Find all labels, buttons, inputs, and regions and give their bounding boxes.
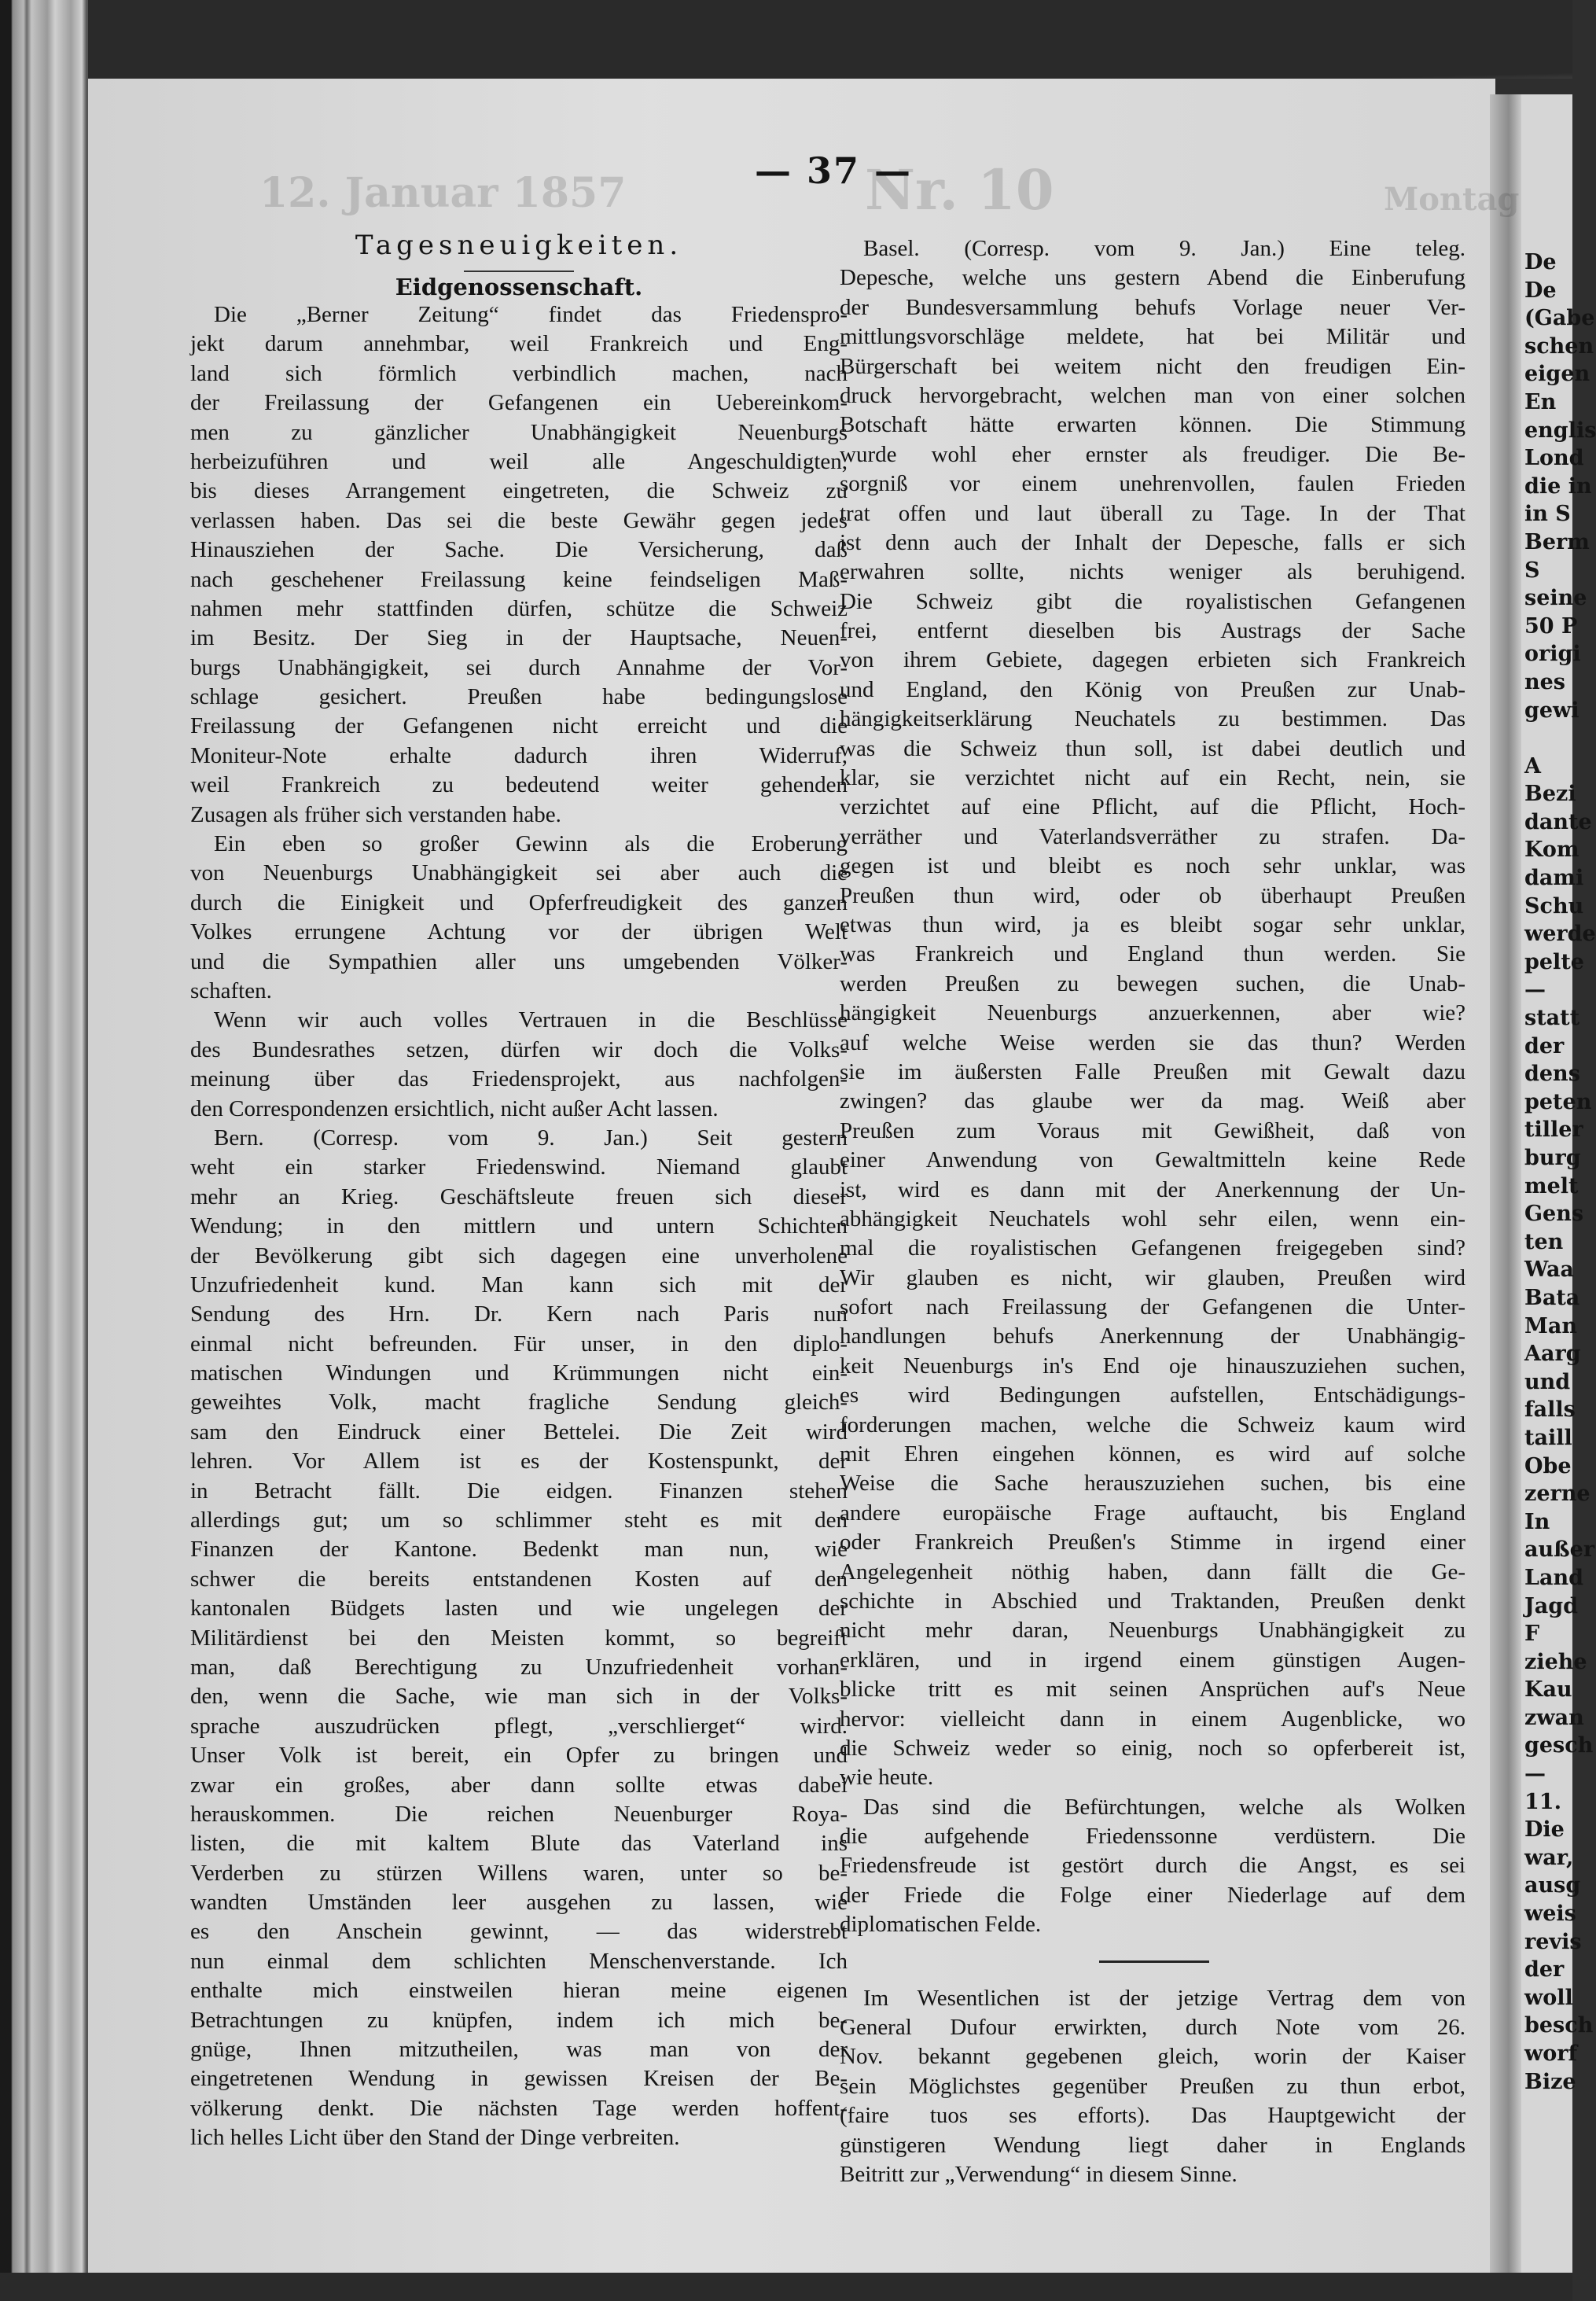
- text-line: Ein eben so großer Gewinn als die Eroberung: [214, 831, 848, 857]
- next-page-fragment: De: [1524, 278, 1557, 303]
- next-page-fragment: zerne: [1524, 1482, 1590, 1507]
- text-line: lich helles Licht über den Stand der Dinge verbreiten.: [190, 2125, 680, 2151]
- article-paragraph: [190, 300, 848, 830]
- text-line: Unzufriedenheit kund. Man kann sich mit der: [190, 1272, 848, 1298]
- next-page-edge: [1521, 94, 1596, 2273]
- text-line: trat offen und laut überall zu Tage. In der That: [840, 500, 1465, 526]
- text-line: sein Möglichstes gegenüber Preußen zu thun erbot,: [840, 2073, 1465, 2099]
- text-line: Wendung; in den mittlern und untern Schichten: [190, 1213, 848, 1239]
- text-line: verzichtet auf eine Pflicht, auf die Pflicht, Hoch-: [840, 794, 1465, 820]
- next-page-fragment: F: [1524, 1622, 1540, 1647]
- next-page-fragment: Obe: [1524, 1453, 1572, 1478]
- text-line: hängigkeitserklärung Neuchatels zu bestimmen. Das: [840, 706, 1465, 732]
- text-line: und die Sympathien aller uns umgebenden Völker-: [190, 948, 848, 974]
- next-page-fragment: Man: [1524, 1313, 1578, 1338]
- heading-rule: [464, 271, 574, 272]
- text-line: ist, wird es dann mit der Anerkennung der Un-: [840, 1176, 1465, 1202]
- page-number: — 37 —: [755, 149, 913, 192]
- show-through-day: Montag: [1384, 181, 1520, 218]
- next-page-fragment: Kau: [1524, 1677, 1572, 1703]
- text-line: Wenn wir auch volles Vertrauen in die Beschlüsse: [214, 1007, 848, 1033]
- text-line: Friedensfreude ist gestört durch die Angst, es sei: [840, 1853, 1465, 1879]
- text-line: es wird Bedingungen aufstellen, Entschädigungs-: [840, 1382, 1465, 1408]
- next-page-fragment: besch: [1524, 2013, 1594, 2038]
- text-line: in Betracht fällt. Die eidgen. Finanzen stehen: [190, 1478, 848, 1504]
- next-page-fragment: Berm: [1524, 529, 1590, 554]
- next-page-fragment: —: [1524, 1762, 1546, 1787]
- next-page-fragment: revis: [1524, 1929, 1582, 1954]
- next-page-fragment: worf: [1524, 2041, 1578, 2066]
- next-page-fragment: Die: [1524, 1817, 1565, 1843]
- next-page-fragment: und: [1524, 1369, 1571, 1394]
- text-line: hängigkeit Neuenburgs anzuerkennen, aber wie?: [840, 1000, 1465, 1026]
- next-page-fragment: Gens: [1524, 1202, 1584, 1227]
- text-line: Militärdienst bei den Meisten kommt, so begreift: [190, 1625, 848, 1651]
- text-line: gegen ist und bleibt es noch sehr unklar, was: [840, 853, 1465, 879]
- text-line: verräther und Vaterlandsverräther zu strafen. Da-: [840, 823, 1465, 849]
- text-line: etwas thun wird, ja es bleibt sogar sehr unklar,: [840, 911, 1465, 937]
- text-line: wurde wohl eher ernster als freudiger. Die Be-: [840, 441, 1465, 467]
- next-page-fragment: gesch: [1524, 1733, 1594, 1758]
- next-page-fragment: Waa: [1524, 1257, 1574, 1283]
- next-page-fragment: falls: [1524, 1397, 1576, 1423]
- text-line: Bern. (Corresp. vom 9. Jan.) Seit gestern: [214, 1125, 848, 1150]
- text-line: Beitritt zur „Verwendung“ in diesem Sinne.: [840, 2162, 1237, 2187]
- right-column: [840, 234, 1465, 2189]
- text-line: ist denn auch der Inhalt der Depesche, falls er sich: [840, 529, 1465, 555]
- next-page-fragment: seine: [1524, 586, 1587, 611]
- text-line: Depesche, welche uns gestern Abend die Einberufung: [840, 265, 1465, 291]
- text-line: der Bundesversammlung behufs Vorlage neuer Ver-: [840, 294, 1465, 320]
- text-line: weht ein starker Friedenswind. Niemand glaubt: [190, 1154, 848, 1180]
- text-line: sie im äußersten Falle Preußen mit Gewalt dazu: [840, 1058, 1465, 1084]
- text-line: klar, sie verzichtet nicht auf ein Recht, nein, sie: [840, 765, 1465, 791]
- text-line: bis dieses Arrangement eingetreten, die Schweiz zu: [190, 478, 848, 504]
- next-page-fragment: englis: [1524, 418, 1596, 443]
- article-paragraph: [840, 1793, 1465, 1940]
- next-page-fragment: Bize: [1524, 2069, 1576, 2094]
- text-line: listen, die mit kaltem Blute das Vaterland ins: [190, 1831, 848, 1857]
- text-line: sam den Eindruck einer Bettelei. Die Zeit wird: [190, 1419, 848, 1445]
- left-column: [190, 300, 848, 2153]
- text-line: den, wenn die Sache, wie man sich in der Volks-: [190, 1684, 848, 1710]
- text-line: meinung über das Friedensprojekt, aus nachfolgen-: [190, 1066, 848, 1092]
- article-paragraph: [840, 1984, 1465, 2190]
- text-line: Volkes errungene Achtung vor der übrigen Welt: [190, 919, 848, 945]
- text-line: Weise die Sache herauszuziehen suchen, bis eine: [840, 1471, 1465, 1497]
- text-line: des Bundesrathes setzen, dürfen wir doch die Volks-: [190, 1036, 848, 1062]
- next-page-fragment: burg: [1524, 1146, 1581, 1170]
- text-line: wie heute.: [840, 1765, 934, 1791]
- next-page-fragment: De: [1524, 250, 1557, 274]
- text-line: und England, den König von Preußen zur Unab-: [840, 676, 1465, 702]
- text-line: Botschaft hätte erwarten können. Die Stimmung: [840, 412, 1465, 438]
- text-line: Die Schweiz gibt die royalistischen Gefangenen: [840, 588, 1465, 614]
- text-line: der Bevölkerung gibt sich dagegen eine unverholene: [190, 1243, 848, 1268]
- next-page-fragment: S: [1524, 558, 1540, 583]
- text-line: jekt darum annehmbar, weil Frankreich und Eng-: [190, 331, 848, 357]
- text-line: Unser Volk ist bereit, ein Opfer zu bringen und: [190, 1743, 848, 1769]
- text-line: allerdings gut; um so schlimmer steht es mit den: [190, 1508, 848, 1533]
- text-line: im Besitz. Der Sieg in der Hauptsache, Neuen-: [190, 625, 848, 651]
- text-line: diplomatischen Felde.: [840, 1912, 1042, 1938]
- next-page-fragment: der: [1524, 1033, 1565, 1058]
- text-line: erwahren sollte, nichts weniger als beruhigend.: [840, 559, 1465, 585]
- text-line: mehr an Krieg. Geschäftsleute freuen sich dieser: [190, 1184, 848, 1209]
- next-page-fragment: statt: [1524, 1006, 1580, 1031]
- next-page-fragment: gewi: [1524, 698, 1579, 723]
- text-line: die Schweiz weder so einig, noch so opferbereit ist,: [840, 1735, 1465, 1761]
- text-line: Preußen thun wird, oder ob überhaupt Preußen: [840, 882, 1465, 908]
- next-page-fragment: [1524, 724, 1596, 753]
- text-line: erklären, und in irgend einem günstigen Augen-: [840, 1647, 1465, 1673]
- next-page-fragment: ausg: [1524, 1873, 1581, 1898]
- section-heading: Tagesneuigkeiten.: [355, 230, 683, 261]
- text-line: sorgniß vor einem unehrenvollen, faulen Frieden: [840, 471, 1465, 497]
- next-page-fragment: Schu: [1524, 893, 1584, 919]
- text-line: zwingen? das glaube wer da mag. Weiß aber: [840, 1088, 1465, 1114]
- scan-bottom-border: [0, 2273, 1572, 2301]
- text-line: herbeizuführen und weil alle Angeschuldigten,: [190, 448, 848, 474]
- text-line: mittlungsvorschläge meldete, hat bei Militär und: [840, 324, 1465, 350]
- text-line: land sich förmlich verbindlich machen, nach: [190, 360, 848, 386]
- text-line: Im Wesentlichen ist der jetzige Vertrag dem von: [863, 1985, 1465, 2011]
- text-line: eingetretenen Wendung in gewissen Kreisen der Be-: [190, 2066, 848, 2092]
- text-line: schlage gesichert. Preußen habe bedingungslose: [190, 684, 848, 710]
- text-line: schwer die bereits entstandenen Kosten auf den: [190, 1566, 848, 1592]
- next-page-fragment: war,: [1524, 1845, 1574, 1870]
- text-line: herauskommen. Die reichen Neuenburger Roya-: [190, 1801, 848, 1827]
- text-line: die aufgehende Friedenssonne verdüstern. Die: [840, 1824, 1465, 1850]
- show-through-issue: Nr. 10: [865, 157, 1054, 223]
- text-line: schaften.: [190, 977, 272, 1003]
- text-line: geweihtes Volk, macht fragliche Sendung gleich-: [190, 1390, 848, 1416]
- text-line: schichte in Abschied und Traktanden, Preußen denkt: [840, 1588, 1465, 1614]
- text-line: Betrachtungen zu knüpfen, indem ich mich be-: [190, 2007, 848, 2033]
- article-paragraph: [190, 830, 848, 1006]
- text-line: nicht mehr daran, Neuenburgs Unabhängigkeit zu: [840, 1618, 1465, 1644]
- text-line: burgs Unabhängigkeit, sei durch Annahme der Vor-: [190, 654, 848, 680]
- text-line: men zu gänzlicher Unabhängigkeit Neuenburgs: [190, 419, 848, 445]
- section-subheading: Eidgenossenschaft.: [395, 274, 643, 300]
- next-page-fragment: der: [1524, 1957, 1565, 1983]
- text-line: andere europäische Frage auftaucht, bis England: [840, 1500, 1465, 1526]
- next-page-fragment: Bezi: [1524, 782, 1576, 807]
- text-line: matischen Windungen und Krümmungen nicht ein-: [190, 1360, 848, 1386]
- next-page-fragment: woll: [1524, 1985, 1573, 2010]
- text-line: wandten Umständen leer ausgehen zu lassen, wie: [190, 1890, 848, 1916]
- text-line: man, daß Berechtigung zu Unzufriedenheit vorhan-: [190, 1654, 848, 1680]
- text-line: Hinausziehen der Sache. Die Versicherung, daß: [190, 537, 848, 563]
- text-line: nun einmal dem schlichten Menschenverstande. Ich: [190, 1948, 848, 1974]
- text-line: Sendung des Hrn. Dr. Kern nach Paris nun: [190, 1301, 848, 1327]
- text-line: forderungen machen, welche die Schweiz kaum wird: [840, 1412, 1465, 1438]
- text-line: von ihrem Gebiete, dagegen erbieten sich Frankreich: [840, 647, 1465, 673]
- text-line: verlassen haben. Das sei die beste Gewähr gegen jedes: [190, 507, 848, 533]
- next-page-fragment: Jagd: [1524, 1593, 1579, 1618]
- next-page-fragment: taill: [1524, 1425, 1572, 1450]
- article-paragraph: [190, 1006, 848, 1124]
- text-line: sofort nach Freilassung der Gefangenen die Unter-: [840, 1294, 1465, 1320]
- text-line: Basel. (Corresp. vom 9. Jan.) Eine teleg.: [863, 236, 1465, 261]
- text-line: was Frankreich und England thun werden. Sie: [840, 941, 1465, 967]
- text-line: Bürgerschaft bei weitem nicht den freudigen Ein-: [840, 353, 1465, 379]
- page-gutter: [1490, 94, 1521, 2273]
- text-line: lehren. Vor Allem ist es der Kostenspunkt, der: [190, 1449, 848, 1474]
- next-page-fragment: 11.: [1524, 1789, 1561, 1814]
- next-page-fragment: Bata: [1524, 1285, 1580, 1310]
- next-page-fragment: nes: [1524, 669, 1566, 694]
- text-line: weil Frankreich zu bedeutend weiter gehenden: [190, 772, 848, 798]
- show-through-date: 12. Januar 1857: [259, 169, 627, 217]
- text-line: auf welche Weise werden sie das thun? Werden: [840, 1029, 1465, 1055]
- next-page-fragment: melt: [1524, 1173, 1579, 1198]
- next-page-fragment: tiller: [1524, 1117, 1583, 1143]
- next-page-fragment: Kom: [1524, 838, 1579, 863]
- next-page-fragment: —: [1524, 977, 1546, 1003]
- text-line: Freilassung der Gefangenen nicht erreicht und die: [190, 713, 848, 739]
- text-line: Angelegenheit nöthig haben, dann fällt die Ge-: [840, 1559, 1465, 1585]
- next-page-fragment: dante: [1524, 809, 1592, 834]
- next-page-fragment: ziehe: [1524, 1649, 1587, 1674]
- next-page-fragment: 50 P: [1524, 613, 1578, 639]
- text-line: gnüge, Ihnen mitzutheilen, was man von der: [190, 2037, 848, 2063]
- text-line: Finanzen der Kantone. Bedenkt man nun, wie: [190, 1537, 848, 1563]
- next-page-fragment: außer: [1524, 1537, 1595, 1563]
- next-page-fragment: weis: [1524, 1902, 1576, 1927]
- text-line: oder Frankreich Preußen's Stimme in irgend einer: [840, 1530, 1465, 1555]
- text-line: General Dufour erwirkten, durch Note vom 26.: [840, 2015, 1465, 2041]
- text-line: völkerung denkt. Die nächsten Tage werden hoffent-: [190, 2095, 848, 2121]
- next-page-fragment: peten: [1524, 1089, 1592, 1114]
- next-page-fragment: A: [1524, 753, 1541, 779]
- text-line: druck hervorgebracht, welchen man von einer solchen: [840, 382, 1465, 408]
- text-line: von Neuenburgs Unabhängigkeit sei aber auch die: [190, 860, 848, 886]
- text-line: blicke tritt es mit seinen Ansprüchen auf's Neue: [840, 1677, 1465, 1703]
- text-line: frei, entfernt dieselben bis Austrags der Sache: [840, 618, 1465, 644]
- text-line: (faire tuos ses efforts). Das Hauptgewicht der: [840, 2103, 1465, 2129]
- next-page-fragment: eigen: [1524, 362, 1590, 387]
- next-page-fragment: Lond: [1524, 446, 1584, 471]
- text-line: keit Neuenburgs in's End oje hinauszuziehen suchen,: [840, 1353, 1465, 1379]
- text-line: hervor: vielleicht dann in einem Augenblicke, wo: [840, 1706, 1465, 1732]
- next-page-fragment: zwan: [1524, 1705, 1584, 1730]
- text-line: einer Anwendung von Gewaltmitteln keine Rede: [840, 1147, 1465, 1173]
- next-page-fragment: in S: [1524, 502, 1571, 527]
- text-line: nahmen mehr stattfinden dürfen, schütze die Schweiz: [190, 595, 848, 621]
- text-line: einmal nicht befreunden. Für unser, in den diplo-: [190, 1331, 848, 1357]
- text-line: werden Preußen zu bewegen suchen, die Unab-: [840, 970, 1465, 996]
- article-paragraph: [190, 1124, 848, 2153]
- text-line: Nov. bekannt gegebenen gleich, worin der Kaiser: [840, 2044, 1465, 2070]
- next-page-fragment: (Gabe: [1524, 306, 1595, 331]
- next-page-fragment: Aarg: [1524, 1342, 1581, 1367]
- next-page-fragment: schen: [1524, 333, 1594, 359]
- text-line: Verderben zu stürzen Willens waren, unter so be-: [190, 1860, 848, 1886]
- text-line: Zusagen als früher sich verstanden habe.: [190, 801, 561, 827]
- next-page-fragment: ten: [1524, 1229, 1564, 1254]
- text-line: Preußen zum Voraus mit Gewißheit, daß von: [840, 1117, 1465, 1143]
- text-line: der Freilassung der Gefangenen ein Uebereinkom-: [190, 390, 848, 416]
- scan-top-border: [0, 0, 1572, 79]
- text-line: nach geschehener Freilassung keine feindseligen Maß-: [190, 566, 848, 592]
- text-line: den Correspondenzen ersichtlich, nicht außer Acht lassen.: [190, 1095, 719, 1121]
- article-paragraph: [840, 234, 1465, 1793]
- next-page-fragment: pelte: [1524, 949, 1584, 974]
- next-page-fragment: dens: [1524, 1062, 1580, 1087]
- next-page-fragment: In: [1524, 1509, 1550, 1534]
- text-line: sprache auszudrücken pflegt, „verschlierget“ wird.: [190, 1713, 848, 1739]
- text-line: abhängigkeit Neuchatels wohl sehr eilen, wenn ein-: [840, 1206, 1465, 1231]
- text-line: zwar ein großes, aber dann sollte etwas dabei: [190, 1772, 848, 1798]
- text-line: was die Schweiz thun soll, ist dabei deutlich und: [840, 735, 1465, 761]
- next-page-fragment: origi: [1524, 642, 1581, 667]
- text-line: der Friede die Folge einer Niederlage auf dem: [840, 1882, 1465, 1908]
- text-line: Wir glauben es nicht, wir glauben, Preußen wird: [840, 1265, 1465, 1290]
- article-separator: [840, 1940, 1465, 1984]
- text-line: handlungen behufs Anerkennung der Unabhängig-: [840, 1324, 1465, 1349]
- text-line: es den Anschein gewinnt, — das widerstrebt: [190, 1919, 848, 1945]
- text-line: günstigeren Wendung liegt daher in Englands: [840, 2132, 1465, 2158]
- text-line: kantonalen Büdgets lasten und wie ungelegen der: [190, 1596, 848, 1622]
- text-line: Das sind die Befürchtungen, welche als Wolken: [863, 1794, 1465, 1820]
- text-line: mit Ehren eingehen können, es wird auf solche: [840, 1441, 1465, 1467]
- book-binding-edge: [0, 0, 88, 2301]
- text-line: Die „Berner Zeitung“ findet das Friedenspro-: [214, 302, 848, 327]
- text-line: enthalte mich einstweilen hieran meine eigenen: [190, 1978, 848, 2004]
- next-page-fragment: die in: [1524, 473, 1592, 499]
- next-page-fragment: werde: [1524, 922, 1596, 947]
- text-line: mal die royalistischen Gefangenen freigegeben sind?: [840, 1235, 1465, 1261]
- next-page-fragment: En: [1524, 389, 1557, 414]
- next-page-fragment: Land: [1524, 1565, 1583, 1590]
- text-line: Moniteur-Note erhalte dadurch ihren Widerruf,: [190, 742, 848, 768]
- text-line: durch die Einigkeit und Opferfreudigkeit des ganzen: [190, 889, 848, 915]
- next-page-fragment: dami: [1524, 866, 1584, 891]
